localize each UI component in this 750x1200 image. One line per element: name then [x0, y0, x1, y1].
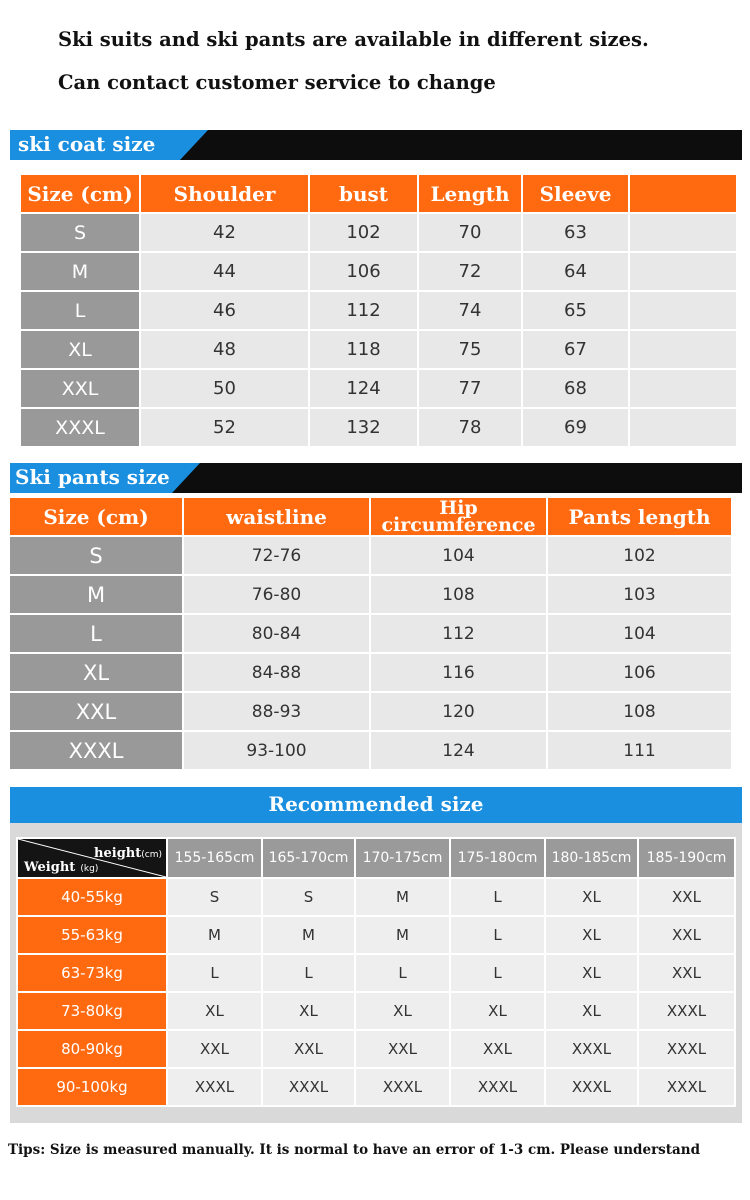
- rec-cell: XL: [546, 993, 637, 1029]
- corner-weight-label: [24, 856, 98, 875]
- coat-cell: 102: [310, 214, 417, 251]
- rec-cell: XXXL: [639, 1069, 734, 1105]
- table-row: [10, 732, 731, 769]
- rec-cell: XXXL: [639, 993, 734, 1029]
- pants-cell: 103: [548, 576, 731, 613]
- rec-cell: XXXL: [546, 1069, 637, 1105]
- coat-cell: 52: [141, 409, 308, 446]
- pants-cell: 72-76: [184, 537, 369, 574]
- coat-header-blank: [630, 175, 736, 212]
- pants-header-hip: [371, 498, 546, 535]
- rec-cell: XXXL: [168, 1069, 261, 1105]
- coat-cell: 65: [523, 292, 628, 329]
- coat-cell: 112: [310, 292, 417, 329]
- pants-cell: 104: [371, 537, 546, 574]
- rec-cell: XXL: [639, 917, 734, 953]
- intro-line-1: Ski suits and ski pants are available in different sizes.: [58, 28, 649, 51]
- corner-weight-text: Weight: [24, 860, 76, 875]
- pants-cell: 88-93: [184, 693, 369, 730]
- table-row: [21, 214, 736, 251]
- rec-cell: XXXL: [263, 1069, 354, 1105]
- rec-cell: XL: [546, 917, 637, 953]
- rec-cell: L: [451, 955, 544, 991]
- coat-size-label: XXL: [21, 370, 139, 407]
- table-row: [18, 1069, 734, 1105]
- coat-section-title: ski coat size: [18, 132, 156, 156]
- rec-weight-label: 90-100kg: [18, 1069, 166, 1105]
- table-row: [10, 537, 731, 574]
- rec-weight-label: 55-63kg: [18, 917, 166, 953]
- rec-cell: XXXL: [639, 1031, 734, 1067]
- coat-cell: 75: [419, 331, 521, 368]
- rec-cell: XL: [546, 955, 637, 991]
- table-row: [10, 576, 731, 613]
- rec-height-header: 155-165cm: [168, 839, 261, 877]
- rec-cell: XXL: [639, 955, 734, 991]
- coat-size-label: M: [21, 253, 139, 290]
- corner-height-unit: (cm): [141, 850, 162, 860]
- coat-cell: 48: [141, 331, 308, 368]
- coat-cell: 124: [310, 370, 417, 407]
- rec-cell: XXL: [263, 1031, 354, 1067]
- pants-cell: 104: [548, 615, 731, 652]
- rec-cell: XL: [451, 993, 544, 1029]
- pants-size-table: [8, 496, 733, 771]
- coat-size-label: S: [21, 214, 139, 251]
- coat-cell: 68: [523, 370, 628, 407]
- coat-cell: 42: [141, 214, 308, 251]
- rec-height-header: 180-185cm: [546, 839, 637, 877]
- rec-cell: L: [356, 955, 449, 991]
- rec-cell: XL: [546, 879, 637, 915]
- pants-cell: 116: [371, 654, 546, 691]
- table-row: [21, 370, 736, 407]
- pants-cell: 124: [371, 732, 546, 769]
- pants-size-label: XXXL: [10, 732, 182, 769]
- rec-cell: L: [451, 917, 544, 953]
- pants-cell: 80-84: [184, 615, 369, 652]
- rec-cell: XL: [168, 993, 261, 1029]
- coat-cell: 64: [523, 253, 628, 290]
- rec-weight-label: 73-80kg: [18, 993, 166, 1029]
- rec-height-header: 185-190cm: [639, 839, 734, 877]
- pants-size-label: S: [10, 537, 182, 574]
- pants-header-hip-line1: Hip: [439, 496, 478, 519]
- table-row: [18, 917, 734, 953]
- pants-header-waistline: waistline: [184, 498, 369, 535]
- rec-cell: XXL: [356, 1031, 449, 1067]
- rec-height-header: 170-175cm: [356, 839, 449, 877]
- pants-cell: 84-88: [184, 654, 369, 691]
- recommended-title: Recommended size: [268, 792, 484, 816]
- coat-cell: [630, 409, 736, 446]
- coat-header-bust: bust: [310, 175, 417, 212]
- coat-cell: 69: [523, 409, 628, 446]
- coat-cell: 50: [141, 370, 308, 407]
- coat-cell: 106: [310, 253, 417, 290]
- pants-header-size: Size (cm): [10, 498, 182, 535]
- rec-cell: S: [168, 879, 261, 915]
- coat-cell: 78: [419, 409, 521, 446]
- rec-cell: XXL: [451, 1031, 544, 1067]
- table-row: [21, 409, 736, 446]
- rec-cell: XXL: [639, 879, 734, 915]
- rec-cell: XXL: [168, 1031, 261, 1067]
- table-row: [21, 292, 736, 329]
- recommended-banner: [10, 787, 742, 823]
- coat-header-shoulder: Shoulder: [141, 175, 308, 212]
- coat-cell: 63: [523, 214, 628, 251]
- coat-cell: 70: [419, 214, 521, 251]
- coat-header-size: Size (cm): [21, 175, 139, 212]
- rec-cell: L: [263, 955, 354, 991]
- table-row: [18, 879, 734, 915]
- corner-height-text: height: [94, 846, 142, 861]
- pants-cell: 93-100: [184, 732, 369, 769]
- rec-cell: M: [356, 917, 449, 953]
- recommended-size-table: [16, 837, 736, 1107]
- rec-cell: XXXL: [356, 1069, 449, 1105]
- pants-cell: 106: [548, 654, 731, 691]
- rec-weight-label: 80-90kg: [18, 1031, 166, 1067]
- rec-cell: L: [451, 879, 544, 915]
- coat-cell: [630, 253, 736, 290]
- pants-header-row: [10, 498, 731, 535]
- intro-line-2: Can contact customer service to change: [58, 71, 496, 94]
- pants-size-label: XL: [10, 654, 182, 691]
- rec-cell: XL: [263, 993, 354, 1029]
- pants-cell: 111: [548, 732, 731, 769]
- pants-size-label: XXL: [10, 693, 182, 730]
- rec-weight-label: 40-55kg: [18, 879, 166, 915]
- pants-section-bar: [10, 463, 742, 493]
- pants-section-title: Ski pants size: [15, 465, 170, 489]
- pants-size-label: L: [10, 615, 182, 652]
- corner-weight-unit: (kg): [80, 864, 99, 874]
- rec-cell: L: [168, 955, 261, 991]
- rec-height-header: 175-180cm: [451, 839, 544, 877]
- pants-cell: 108: [548, 693, 731, 730]
- pants-header-hip-line2: circumference: [381, 513, 536, 536]
- coat-size-label: XL: [21, 331, 139, 368]
- rec-cell: S: [263, 879, 354, 915]
- rec-corner-cell: [18, 839, 166, 877]
- coat-size-label: L: [21, 292, 139, 329]
- table-row: [10, 615, 731, 652]
- rec-cell: M: [168, 917, 261, 953]
- coat-cell: [630, 370, 736, 407]
- coat-cell: 77: [419, 370, 521, 407]
- pants-cell: 102: [548, 537, 731, 574]
- coat-header-sleeve: Sleeve: [523, 175, 628, 212]
- coat-cell: 118: [310, 331, 417, 368]
- tips-text: Tips: Size is measured manually. It is normal to have an error of 1-3 cm. Please understand: [8, 1142, 701, 1158]
- rec-cell: M: [356, 879, 449, 915]
- rec-height-header: 165-170cm: [263, 839, 354, 877]
- pants-size-label: M: [10, 576, 182, 613]
- table-row: [10, 654, 731, 691]
- coat-cell: 46: [141, 292, 308, 329]
- rec-cell: XXXL: [546, 1031, 637, 1067]
- coat-cell: 132: [310, 409, 417, 446]
- rec-cell: XL: [356, 993, 449, 1029]
- pants-cell: 120: [371, 693, 546, 730]
- coat-cell: [630, 331, 736, 368]
- pants-cell: 112: [371, 615, 546, 652]
- coat-cell: [630, 292, 736, 329]
- coat-cell: 67: [523, 331, 628, 368]
- coat-section-bar: [10, 130, 742, 160]
- coat-header-length: Length: [419, 175, 521, 212]
- rec-cell: XXXL: [451, 1069, 544, 1105]
- rec-header-row: [18, 839, 734, 877]
- table-row: [18, 955, 734, 991]
- table-row: [10, 693, 731, 730]
- table-row: [18, 1031, 734, 1067]
- corner-height-label: [94, 842, 162, 861]
- pants-header-length: Pants length: [548, 498, 731, 535]
- pants-cell: 76-80: [184, 576, 369, 613]
- coat-cell: 74: [419, 292, 521, 329]
- table-row: [18, 993, 734, 1029]
- coat-cell: 44: [141, 253, 308, 290]
- coat-size-table: [19, 173, 738, 448]
- coat-cell: 72: [419, 253, 521, 290]
- pants-cell: 108: [371, 576, 546, 613]
- table-row: [21, 253, 736, 290]
- coat-cell: [630, 214, 736, 251]
- rec-weight-label: 63-73kg: [18, 955, 166, 991]
- coat-size-label: XXXL: [21, 409, 139, 446]
- rec-cell: M: [263, 917, 354, 953]
- coat-header-row: [21, 175, 736, 212]
- table-row: [21, 331, 736, 368]
